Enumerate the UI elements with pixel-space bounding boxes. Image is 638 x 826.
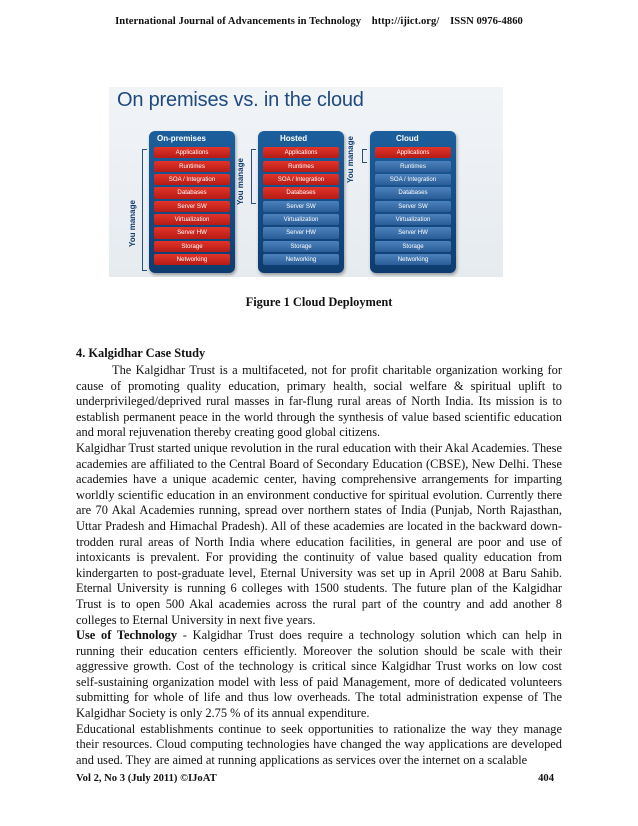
layer-server-hw: Server HW: [154, 227, 230, 238]
section-body: [76, 363, 562, 768]
paragraph-lead: Use of Technology: [76, 628, 178, 643]
layer-soa-integration: SOA / Integration: [263, 174, 339, 185]
you-manage-bracket-cloud: [362, 149, 367, 163]
layer-applications: Applications: [263, 147, 339, 158]
layer-virtualization: Virtualization: [154, 214, 230, 225]
layer-storage: Storage: [154, 241, 230, 252]
you-manage-label-hosted: You manage: [236, 158, 245, 205]
paragraph: [76, 628, 562, 722]
you-manage-bracket-hosted: [251, 149, 256, 204]
layer-server-sw: Server SW: [375, 201, 451, 212]
you-manage-label-onprem: You manage: [128, 200, 137, 247]
layer-virtualization: Virtualization: [263, 214, 339, 225]
layer-databases: Databases: [375, 187, 451, 198]
layer-server-sw: Server SW: [154, 201, 230, 212]
layer-virtualization: Virtualization: [375, 214, 451, 225]
layer-soa-integration: SOA / Integration: [154, 174, 230, 185]
paragraph: The Kalgidhar Trust is a multifaceted, not for profit charitable organization working for cause of promoting quality education, primary health, social welfare & spiritual uplift to underprivileged/deprived rural masses in far-flung rural areas of North India. Its mission is to establish permanent peace in the world through the synthesis of value based scientific education and moral rejuvenation thereby creating good global citizens.: [76, 363, 562, 440]
layer-databases: Databases: [154, 187, 230, 198]
layer-runtimes: Runtimes: [154, 161, 230, 172]
volume-info: Vol 2, No 3 (July 2011) ©IJoAT: [76, 773, 217, 784]
figure-caption: Figure 1 Cloud Deployment: [245, 295, 393, 309]
stack-hosted: [258, 131, 344, 273]
layer-storage: Storage: [375, 241, 451, 252]
layer-networking: Networking: [375, 254, 451, 265]
layer-networking: Networking: [154, 254, 230, 265]
you-manage-bracket-onprem: [142, 149, 147, 271]
journal-name: International Journal of Advancements in Technology: [115, 16, 362, 27]
layer-server-hw: Server HW: [375, 227, 451, 238]
cloud-deployment-figure: [109, 87, 503, 277]
layer-runtimes: Runtimes: [375, 161, 451, 172]
journal-issn: ISSN 0976-4860: [450, 16, 523, 27]
figure-title: On premises vs. in the cloud: [117, 89, 364, 111]
layer-soa-integration: SOA / Integration: [375, 174, 451, 185]
layer-server-sw: Server SW: [263, 201, 339, 212]
stack-title: Hosted: [280, 134, 308, 143]
section-heading: 4. Kalgidhar Case Study: [76, 346, 206, 360]
layer-storage: Storage: [263, 241, 339, 252]
layer-applications: Applications: [154, 147, 230, 158]
paragraph: Educational establishments continue to seek opportunities to rationalize the way they manage their resources. Cloud computing technologies have changed the way applications are developed and used. They are aimed at running applications as services over the internet on a scalable: [76, 721, 562, 767]
running-header: [0, 16, 638, 27]
page-number: 404: [538, 773, 554, 784]
running-footer: [76, 773, 562, 784]
layer-databases: Databases: [263, 187, 339, 198]
layer-networking: Networking: [263, 254, 339, 265]
stack-cloud: [370, 131, 456, 273]
paragraph-text: - Kalgidhar Trust does require a technology solution which can help in running their education centers efficiently. Moreover the solution should be scale with their aggressive growth. Cost of the technology is critical since Kalgidhar Trust works on low cost self-sustaining organization model with less of paid Management, more of dedicated volunteers submitting for whole of life and thus low overheads. The total administration expense of The Kalgidhar Society is only 2.75 % of its annual expenditure.: [76, 628, 562, 721]
stack-on-premises: [149, 131, 235, 273]
layer-runtimes: Runtimes: [263, 161, 339, 172]
paragraph: Kalgidhar Trust started unique revolution in the rural education with their Akal Academies. These academies are affiliated to the Central Board of Secondary Education (CBSE), New Delhi. These academies have a unique academic center, having comprehensive arrangements for imparting worldly scientific education in an environment conductive for spiritual evolution. Currently there are 70 Akal Academies running, spread over northern states of India (Punjab, North Rajasthan, Uttar Pradesh and Himachal Pradesh). All of these academies are located in the backward down-trodden rural areas of North India where education facilities, in general are poor and use of intoxicants is prevalent. For providing the continuity of value based quality education from kindergarten to post-graduate level, Eternal University was set up in April 2008 at Baru Sahib. Eternal University is running 6 colleges with 1500 students. The future plan of the Kalgidhar Trust is to open 500 Akal academies across the rural part of the country and add another 8 colleges to Eternal University in next five years.: [76, 440, 562, 627]
layer-applications: Applications: [375, 147, 451, 158]
stack-title: Cloud: [396, 134, 419, 143]
you-manage-label-cloud: You manage: [346, 136, 355, 183]
stack-title: On-premises: [157, 134, 206, 143]
journal-url[interactable]: http://ijict.org/: [371, 16, 440, 27]
layer-server-hw: Server HW: [263, 227, 339, 238]
